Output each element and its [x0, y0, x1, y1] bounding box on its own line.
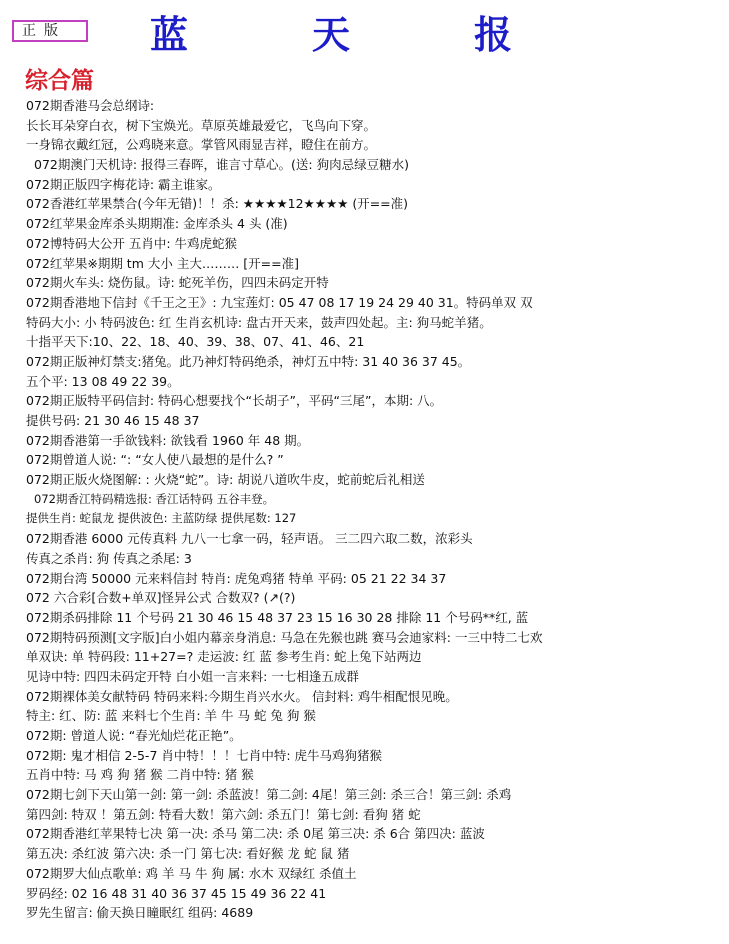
- text-line: 072期: 曾道人说: “春光灿烂花正艳”。: [26, 728, 242, 743]
- text-line: 072红苹果金库杀头期期准: 金库杀头 4 头 (准): [26, 216, 288, 232]
- text-line: 072期香港第一手欲钱料: 欲钱看 1960 年 48 期。: [26, 432, 310, 448]
- text-line: 第五决: 杀红波 第六决: 杀一门 第七决: 看好猴 龙 蛇 鼠 猪: [26, 846, 350, 862]
- text-line: 072期曾道人说: “: “女人使八最想的是什么? ”: [26, 452, 284, 468]
- text-line: 罗码经: 02 16 48 31 40 36 37 45 15 49 36 22 41: [26, 885, 327, 901]
- text-line: 072期七剑下天山第一剑: 第一剑: 杀蓝波！第二剑: 4尾！第三剑: 杀三合！第三剑: 杀鸡: [26, 787, 512, 803]
- text-line: 072期正版火烧图解: : 火烧“蛇”。诗: 胡说八道吹牛皮，蛇前蛇后礼相送: [26, 472, 425, 488]
- text-line: 072期: 鬼才相信 2-5-7 肖中特！！！七肖中特: 虎牛马鸡狗猪猴: [26, 747, 383, 763]
- text-line: 第四剑: 特双 ！第五剑: 特看大数！第六剑: 杀五门！第七剑: 看狗 猪 蛇: [26, 806, 421, 822]
- masthead-char-1: 蓝: [150, 12, 189, 57]
- text-line: 072期香港 6000 元传真料 九八一七拿一码，轻声语。 三二四六取二数，浓彩头: [26, 531, 473, 547]
- text-line: 072期火车头: 烧伤鼠。诗: 蛇死羊伤，四四未码定开特: [26, 275, 329, 291]
- text-line: 十指平天下:10、22、18、40、39、38、07、41、46、21: [26, 334, 365, 350]
- text-line: 五肖中特: 马 鸡 狗 猪 猴 二肖中特: 猪 猴: [26, 767, 254, 783]
- text-line: 072期正版神灯禁支:猪兔。此乃神灯特码绝杀，神灯五中特: 31 40 36 37 45。: [26, 353, 471, 369]
- masthead-char-2: 天: [312, 12, 351, 57]
- text-line: 072期特码预测[文字版]白小姐内幕亲身消息: 马急在先猴也跳 赛马会迪家料: 一三中特二七欢: [26, 629, 543, 645]
- masthead: [150, 4, 530, 57]
- text-line: 072期香港红苹果特七决 第一决: 杀马 第二决: 杀 0尾 第三决: 杀 6合 第四决: 蓝波: [26, 826, 485, 842]
- edition-stamp: 正版: [12, 20, 88, 42]
- text-line: 072红苹果※期期 tm 大小 主大……… [开==准]: [26, 255, 300, 271]
- text-line: 提供生肖: 蛇鼠龙 提供波色: 主蓝防绿 提供尾数: 127: [26, 511, 297, 526]
- text-body: [26, 96, 726, 923]
- text-line: 五个平: 13 08 49 22 39。: [26, 373, 180, 389]
- text-line: 072期香江特码精选报: 香江话特码 五谷丰登。: [34, 491, 275, 506]
- text-line: 072期裸体美女献特码 特码来料:今期生肖兴水火。 信封料: 鸡牛相配恨见晚。: [26, 688, 458, 704]
- text-line: 长长耳朵穿白衣，树下宝焕光。草原英雄最爱它，飞鸟向下穿。: [26, 117, 377, 133]
- text-line: 见诗中特: 四四未码定开特 白小姐一言来料: 一七相逢五成群: [26, 668, 359, 684]
- text-line: 特码大小: 小 特码波色: 红 生肖玄机诗: 盘古开天来，鼓声四处起。主: 狗马蛇羊猪。: [26, 314, 492, 330]
- text-line: 072期香港地下信封《千王之王》: 九宝莲灯: 05 47 08 17 19 24 29 40 31。特码单双 双: [26, 294, 533, 310]
- masthead-char-3: 报: [474, 12, 513, 57]
- text-line: 072期正版特平码信封: 特码心想要找个“长胡子”，平码“三尾”，本期: 八。: [26, 393, 443, 409]
- text-line: 072博特码大公开 五肖中: 牛鸡虎蛇猴: [26, 235, 238, 251]
- text-line: 特主: 红、防: 蓝 来料七个生肖: 羊 牛 马 蛇 兔 狗 猴: [26, 708, 316, 724]
- text-line: 072期正版四字梅花诗: 霸主谁家。: [26, 176, 221, 192]
- text-line: 072期香港马会总纲诗:: [26, 98, 155, 113]
- text-line: 072期罗大仙点歌单: 鸡 羊 马 牛 狗 属: 水木 双绿红 杀值土: [26, 865, 357, 881]
- text-line: 072期澳门天机诗: 报得三春晖，谁言寸草心。(送: 狗肉忌绿豆糖水): [34, 157, 409, 173]
- text-line: 传真之杀肖: 狗 传真之杀尾: 3: [26, 550, 192, 566]
- text-line: 罗先生留言: 偷天换日瞳眠红 组码: 4689: [26, 905, 254, 921]
- text-line: 072期台湾 50000 元来料信封 特肖: 虎兔鸡猪 特单 平码: 05 21 22 34 37: [26, 570, 447, 586]
- text-line: 一身锦衣戴红冠，公鸡晓来意。掌管风雨显吉祥，瞪住在前方。: [26, 137, 377, 153]
- text-line: 提供号码: 21 30 46 15 48 37: [26, 413, 200, 428]
- text-line: 072香港红苹果禁合(今年无错)！！杀: ★★★★12★★★★ (开==准): [26, 196, 409, 212]
- text-line: 072 六合彩[合数+单双]怪异公式 合数双? (↗(?): [26, 590, 296, 606]
- text-line: 072期杀码排除 11 个号码 21 30 46 15 48 37 23 15 16 30 28 排除 11 个号码**红, 蓝: [26, 609, 529, 625]
- section-title: 综合篇: [25, 67, 94, 94]
- text-line: 单双诀: 单 特码段: 11+27=? 走运波: 红 蓝 参考生肖: 蛇上兔下站两边: [26, 649, 422, 665]
